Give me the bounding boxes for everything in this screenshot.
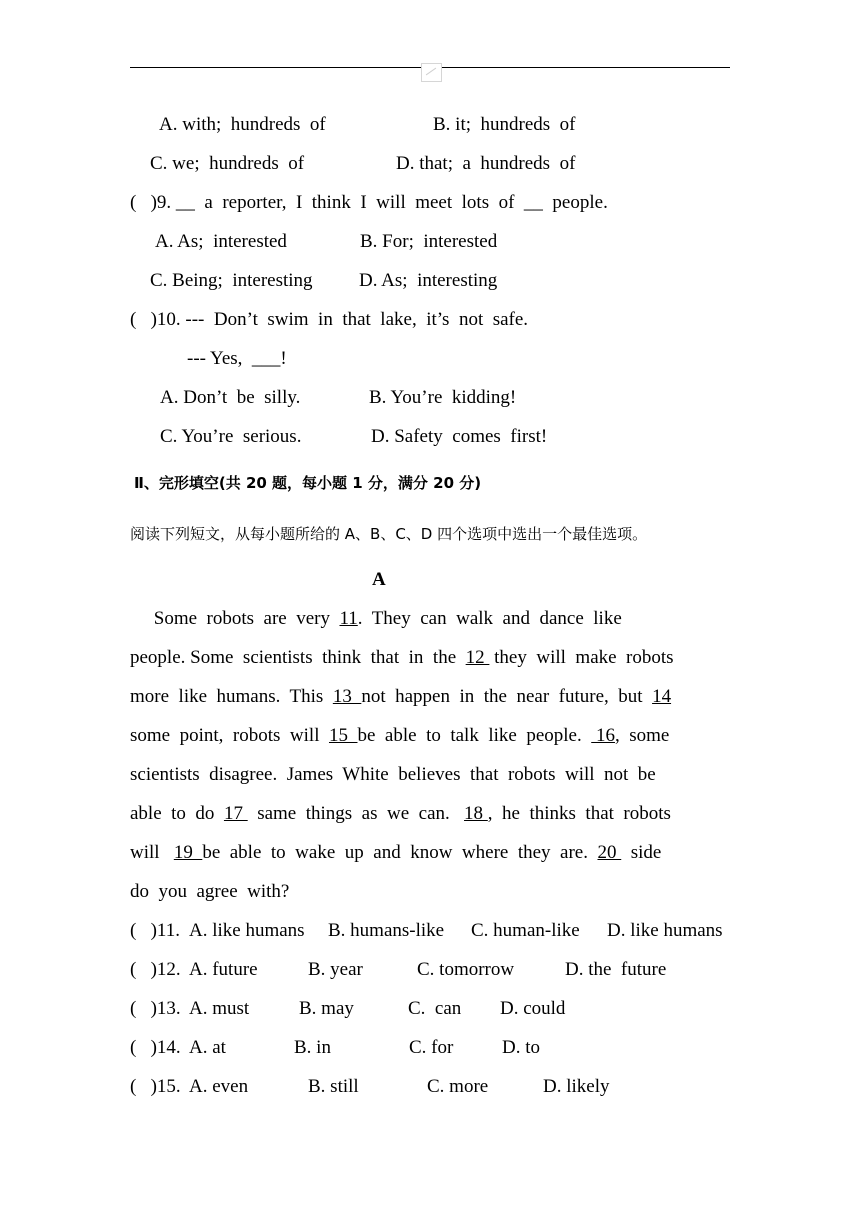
passage-line-6: able to do 17 same things as we can. 18 , he thinks that robots (130, 803, 671, 824)
q11-option-c: C. human-like (471, 920, 580, 941)
passage-line-3: more like humans. This 13 not happen in the near future, but 14 (130, 686, 672, 707)
blank-12: 12 (465, 647, 490, 668)
q15-stem: ( )15. (130, 1076, 181, 1097)
blank-13: 13 (332, 686, 362, 707)
q8-option-b: B. it; hundreds of (433, 114, 576, 135)
q13-option-b: B. may (299, 998, 354, 1019)
blank-14: 14 (652, 686, 672, 707)
passage-line-7: will 19 be able to wake up and know where they are. 20 side (130, 842, 662, 863)
q15-option-c: C. more (427, 1076, 489, 1097)
q13-option-a: A. must (189, 998, 250, 1019)
q10-stem: ( )10. --- Don’t swim in that lake, it’s not safe. (130, 309, 529, 330)
q10-option-a: A. Don’t be silly. (160, 387, 301, 408)
blank-19: 19 (173, 842, 203, 863)
blank-20: 20 (597, 842, 622, 863)
q12-option-b: B. year (308, 959, 363, 980)
q14-stem: ( )14. (130, 1037, 181, 1058)
header-logo-icon (421, 63, 442, 82)
q15-option-d: D. likely (543, 1076, 610, 1097)
passage-line-5: scientists disagree. James White believes that robots will not be (130, 764, 656, 785)
q13-option-c: C. can (408, 998, 462, 1019)
q14-option-c: C. for (409, 1037, 454, 1058)
passage-line-4: some point, robots will 15 be able to talk like people. 16, some (130, 725, 670, 746)
blank-15: 15 (328, 725, 358, 746)
q9-option-d: D. As; interesting (359, 270, 498, 291)
q10-option-c: C. You’re serious. (160, 426, 302, 447)
q14-option-b: B. in (294, 1037, 331, 1058)
q13-stem: ( )13. (130, 998, 181, 1019)
q10-option-b: B. You’re kidding! (369, 387, 517, 408)
q14-option-a: A. at (189, 1037, 226, 1058)
q15-option-a: A. even (189, 1076, 249, 1097)
q8-option-d: D. that; a hundreds of (396, 153, 576, 174)
q9-option-c: C. Being; interesting (150, 270, 313, 291)
q12-option-a: A. future (189, 959, 258, 980)
blank-18: 18 (464, 803, 488, 824)
blank-17: 17 (223, 803, 248, 824)
q8-option-a: A. with; hundreds of (159, 114, 326, 135)
q11-stem: ( )11. (130, 920, 180, 941)
passage-line-1: Some robots are very 11. They can walk and dance like (130, 608, 622, 629)
q9-option-a: A. As; interested (155, 231, 287, 252)
blank-16: 16 (591, 725, 615, 746)
blank-11: 11 (339, 608, 358, 629)
q10-option-d: D. Safety comes first! (371, 426, 548, 447)
q11-option-d: D. like humans (607, 920, 723, 941)
q12-option-d: D. the future (565, 959, 667, 980)
passage-line-8: do you agree with? (130, 881, 290, 902)
passage-label: A (372, 569, 386, 590)
q10-reply: --- Yes, ___! (187, 348, 287, 369)
q12-option-c: C. tomorrow (417, 959, 515, 980)
q11-option-b: B. humans-like (328, 920, 445, 941)
section-instruction: 阅读下列短文，从每小题所给的 A、B、C、D 四个选项中选出一个最佳选项。 (130, 525, 648, 543)
q9-stem: ( )9. __ a reporter, I think I will meet lots of __ people. (130, 192, 608, 213)
q11-option-a: A. like humans (189, 920, 305, 941)
q13-option-d: D. could (500, 998, 566, 1019)
q14-option-d: D. to (502, 1037, 540, 1058)
section-title: Ⅱ、完形填空(共 20 题，每小题 1 分，满分 20 分) (134, 474, 482, 492)
q12-stem: ( )12. (130, 959, 181, 980)
passage-line-2: people. Some scientists think that in the 12 they will make robots (130, 647, 674, 668)
q9-option-b: B. For; interested (360, 231, 498, 252)
q8-option-c: C. we; hundreds of (150, 153, 305, 174)
q15-option-b: B. still (308, 1076, 359, 1097)
